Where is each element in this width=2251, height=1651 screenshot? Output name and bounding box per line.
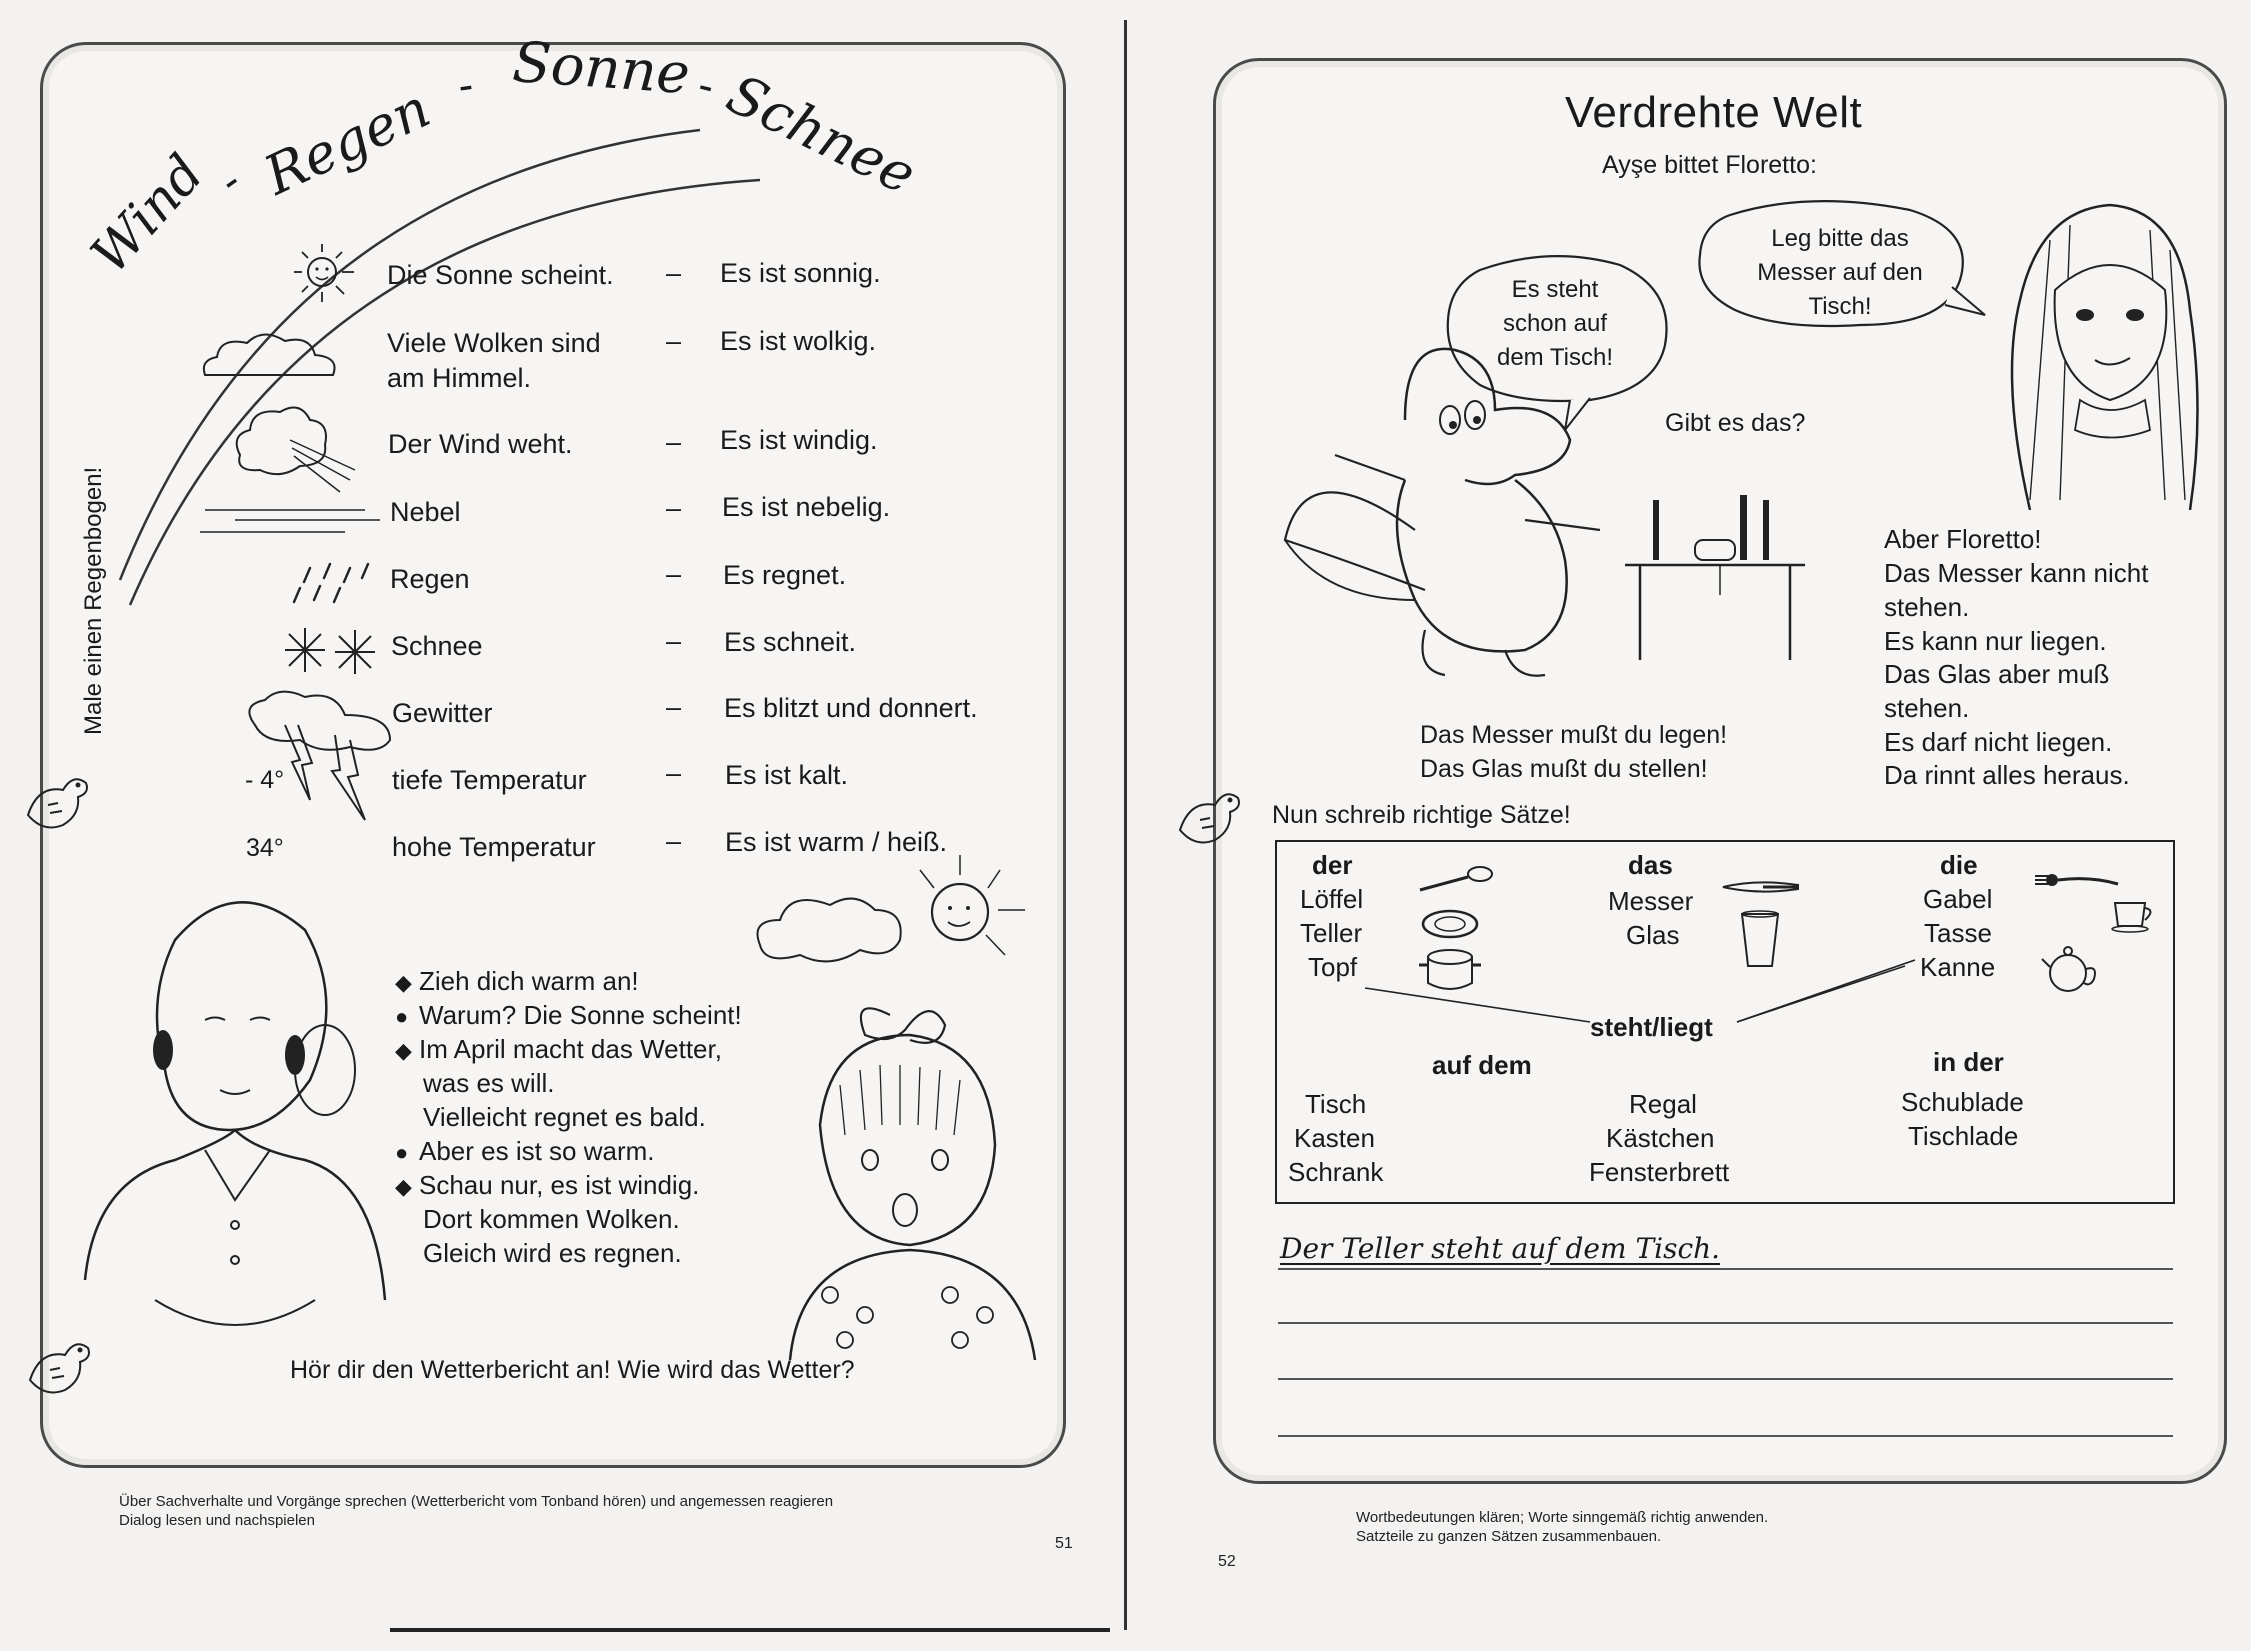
weather-row-4-left: Nebel (390, 497, 461, 527)
weather-row-9-dash: – (666, 826, 682, 856)
weather-row-8-dash: – (666, 758, 682, 788)
writing-line-4[interactable] (1278, 1435, 2173, 1437)
weather-row-3-dash: – (666, 427, 682, 457)
place-right-1: Schublade (1901, 1087, 2024, 1117)
explanation-line-5: Das Glas aber muß (1884, 659, 2110, 689)
weather-row-1-dash: – (666, 258, 682, 288)
tip-5 (395, 1168, 699, 1204)
bubble-dragon-line-2: schon auf (1502, 310, 1608, 337)
dragon-mascot-icon-3 (1170, 780, 1250, 850)
weather-row-6-right: Es schneit. (724, 627, 857, 657)
tip-3-line-1: Im April macht das Wetter, (419, 1034, 722, 1064)
weather-row-1-right: Es ist sonnig. (720, 258, 881, 288)
page-gutter (1124, 20, 1127, 1630)
temp-low-label: - 4° (245, 766, 285, 794)
tip-3-line-2: was es will. (423, 1068, 555, 1098)
weather-row-3-right: Es ist windig. (720, 425, 878, 455)
col-der-head: der (1312, 850, 1353, 880)
tip-1-mark: ◆ (395, 970, 412, 995)
prep-right-head: in der (1933, 1047, 2004, 1077)
weather-row-4-right: Es ist nebelig. (722, 492, 891, 522)
weather-row-9-right: Es ist warm / heiß. (725, 827, 948, 857)
col-die-head: die (1940, 850, 1978, 880)
place-mid-2: Kästchen (1606, 1123, 1715, 1153)
dragon-mascot-icon (18, 765, 98, 835)
weather-row-5-dash: – (666, 559, 682, 589)
girl-illustration (770, 995, 1040, 1360)
arc-word-wind: Wind (80, 143, 216, 286)
arc-word-regen: Regen (255, 76, 440, 208)
place-left-2: Kasten (1294, 1123, 1375, 1153)
col-der-noun-2: Teller (1300, 918, 1363, 948)
place-mid-1: Regal (1629, 1089, 1697, 1119)
tip-1-line-1: Zieh dich warm an! (419, 966, 639, 996)
tip-5-line-1: Schau nur, es ist windig. (419, 1170, 700, 1200)
snowflake-icon (275, 620, 385, 680)
arc-word-sonne: Sonne (510, 30, 692, 108)
left-footer-line-1: Über Sachverhalte und Vorgänge sprechen (Wetterbericht vom Tonband hören) und angemessen reagieren (119, 1493, 834, 1510)
temp-high-label: 34° (246, 834, 284, 862)
arc-dash-2: - (455, 59, 477, 111)
bottom-rule (390, 1628, 1110, 1632)
left-footer-line-2: Dialog lesen und nachspielen (119, 1512, 315, 1529)
col-das-noun-2: Glas (1626, 920, 1680, 950)
writing-line-2[interactable] (1278, 1322, 2173, 1324)
weather-row-8-right: Es ist kalt. (725, 760, 849, 790)
explanation-line-7: Es darf nicht liegen. (1884, 727, 2113, 757)
fog-icon (195, 500, 385, 540)
weather-row-3-left: Der Wind weht. (388, 429, 573, 459)
weather-row-7-right: Es blitzt und donnert. (724, 693, 978, 723)
tip-4 (395, 1134, 655, 1170)
col-der-noun-1: Löffel (1300, 884, 1364, 914)
question-text: Gibt es das? (1665, 409, 1806, 437)
weather-row-8-left: tiefe Temperatur (392, 765, 587, 795)
verb-label: steht/liegt (1590, 1012, 1713, 1042)
instruction-text: Nun schreib richtige Sätze! (1272, 801, 1571, 829)
bubble-girl-line-3: Tisch! (1808, 293, 1872, 320)
wind-cloud-icon (230, 400, 360, 500)
longhair-girl-illustration (1990, 180, 2210, 510)
col-der-noun-3: Topf (1308, 952, 1358, 982)
place-left-1: Tisch (1305, 1089, 1367, 1119)
weather-row-6-left: Schnee (391, 631, 483, 661)
col-das-head: das (1628, 850, 1673, 880)
cloud-icon (195, 325, 345, 395)
tip-5-line-3: Gleich wird es regnen. (423, 1238, 682, 1268)
connector-lines (1275, 840, 2171, 1200)
tip-2 (395, 998, 742, 1034)
explanation-line-1: Aber Floretto! (1884, 524, 2042, 554)
explanation-line-6: stehen. (1884, 693, 1970, 723)
tip-4-mark: ● (395, 1140, 409, 1165)
explanation-line-2: Das Messer kann nicht (1884, 558, 2149, 588)
right-footer-line-1: Wortbedeutungen klären; Worte sinngemäß richtig anwenden. (1356, 1509, 1769, 1526)
right-title: Verdrehte Welt (1565, 88, 1863, 137)
tip-1 (395, 964, 639, 1000)
arc-word-schnee: Schnee (717, 62, 926, 207)
col-das-noun-1: Messer (1608, 886, 1694, 916)
dragon-line-1: Das Messer mußt du legen! (1420, 721, 1728, 749)
woman-illustration (55, 880, 415, 1350)
weather-row-6-dash: – (666, 626, 682, 656)
dragon-table-illustration (1265, 330, 1825, 700)
tip-2-mark: ● (395, 1004, 409, 1029)
weather-row-2-dash: – (666, 326, 682, 356)
prep-left-head: auf dem (1432, 1050, 1532, 1080)
weather-row-7-left: Gewitter (392, 698, 493, 728)
tip-5-line-2: Dort kommen Wolken. (423, 1204, 680, 1234)
weather-row-5-left: Regen (390, 564, 470, 594)
rain-icon (290, 558, 380, 608)
explanation-line-8: Da rinnt alles heraus. (1884, 760, 2130, 790)
tip-3 (395, 1032, 722, 1068)
bottom-question: Hör dir den Wetterbericht an! Wie wird das Wetter? (290, 1356, 855, 1384)
tip-5-mark: ◆ (395, 1174, 412, 1199)
left-page-number: 51 (1055, 1535, 1073, 1552)
bubble-girl-line-1: Leg bitte das (1771, 225, 1909, 252)
weather-row-4-dash: – (666, 493, 682, 523)
example-sentence: Der Teller steht auf dem Tisch. (1280, 1232, 1721, 1265)
tip-3-line-3: Vielleicht regnet es bald. (423, 1102, 706, 1132)
place-mid-3: Fensterbrett (1589, 1157, 1730, 1187)
col-die-noun-2: Tasse (1924, 918, 1992, 948)
arc-dash-3: - (693, 60, 720, 112)
weather-row-9-left: hohe Temperatur (392, 832, 596, 862)
tip-4-line-1: Aber es ist so warm. (419, 1136, 655, 1166)
right-footer-line-2: Satzteile zu ganzen Sätzen zusammenbauen. (1356, 1528, 1662, 1545)
right-page-number: 52 (1218, 1553, 1236, 1570)
bubble-dragon-line-1: Es steht (1511, 276, 1599, 303)
weather-row-1-left: Die Sonne scheint. (387, 260, 614, 290)
bubble-girl-line-2: Messer auf den (1757, 259, 1923, 286)
right-subtitle: Ayşe bittet Floretto: (1602, 151, 1817, 179)
place-left-3: Schrank (1288, 1157, 1384, 1187)
sun-icon (290, 240, 380, 320)
explanation-line-3: stehen. (1884, 592, 1970, 622)
tip-2-line-1: Warum? Die Sonne scheint! (419, 1000, 742, 1030)
col-die-noun-3: Kanne (1920, 952, 1996, 982)
bubble-dragon-line-3: dem Tisch! (1496, 344, 1614, 371)
writing-line-3[interactable] (1278, 1378, 2173, 1380)
weather-row-2-left-b: am Himmel. (387, 363, 532, 393)
writing-line-1[interactable] (1278, 1268, 2173, 1270)
place-right-2: Tischlade (1908, 1121, 2019, 1151)
lightning-icon (240, 685, 400, 825)
explanation-line-4: Es kann nur liegen. (1884, 626, 2107, 656)
weather-row-7-dash: – (666, 692, 682, 722)
dragon-line-2: Das Glas mußt du stellen! (1420, 755, 1708, 783)
weather-row-2-right: Es ist wolkig. (720, 326, 877, 356)
col-die-noun-1: Gabel (1923, 884, 1993, 914)
sun-cloud-icon (750, 850, 1050, 1000)
weather-row-5-right: Es regnet. (723, 560, 847, 590)
arc-dash-1: - (210, 156, 251, 206)
weather-row-2-left-a: Viele Wolken sind (387, 328, 601, 358)
tip-3-mark: ◆ (395, 1038, 412, 1063)
side-caption: Male einen Regenbogen! (80, 466, 107, 735)
